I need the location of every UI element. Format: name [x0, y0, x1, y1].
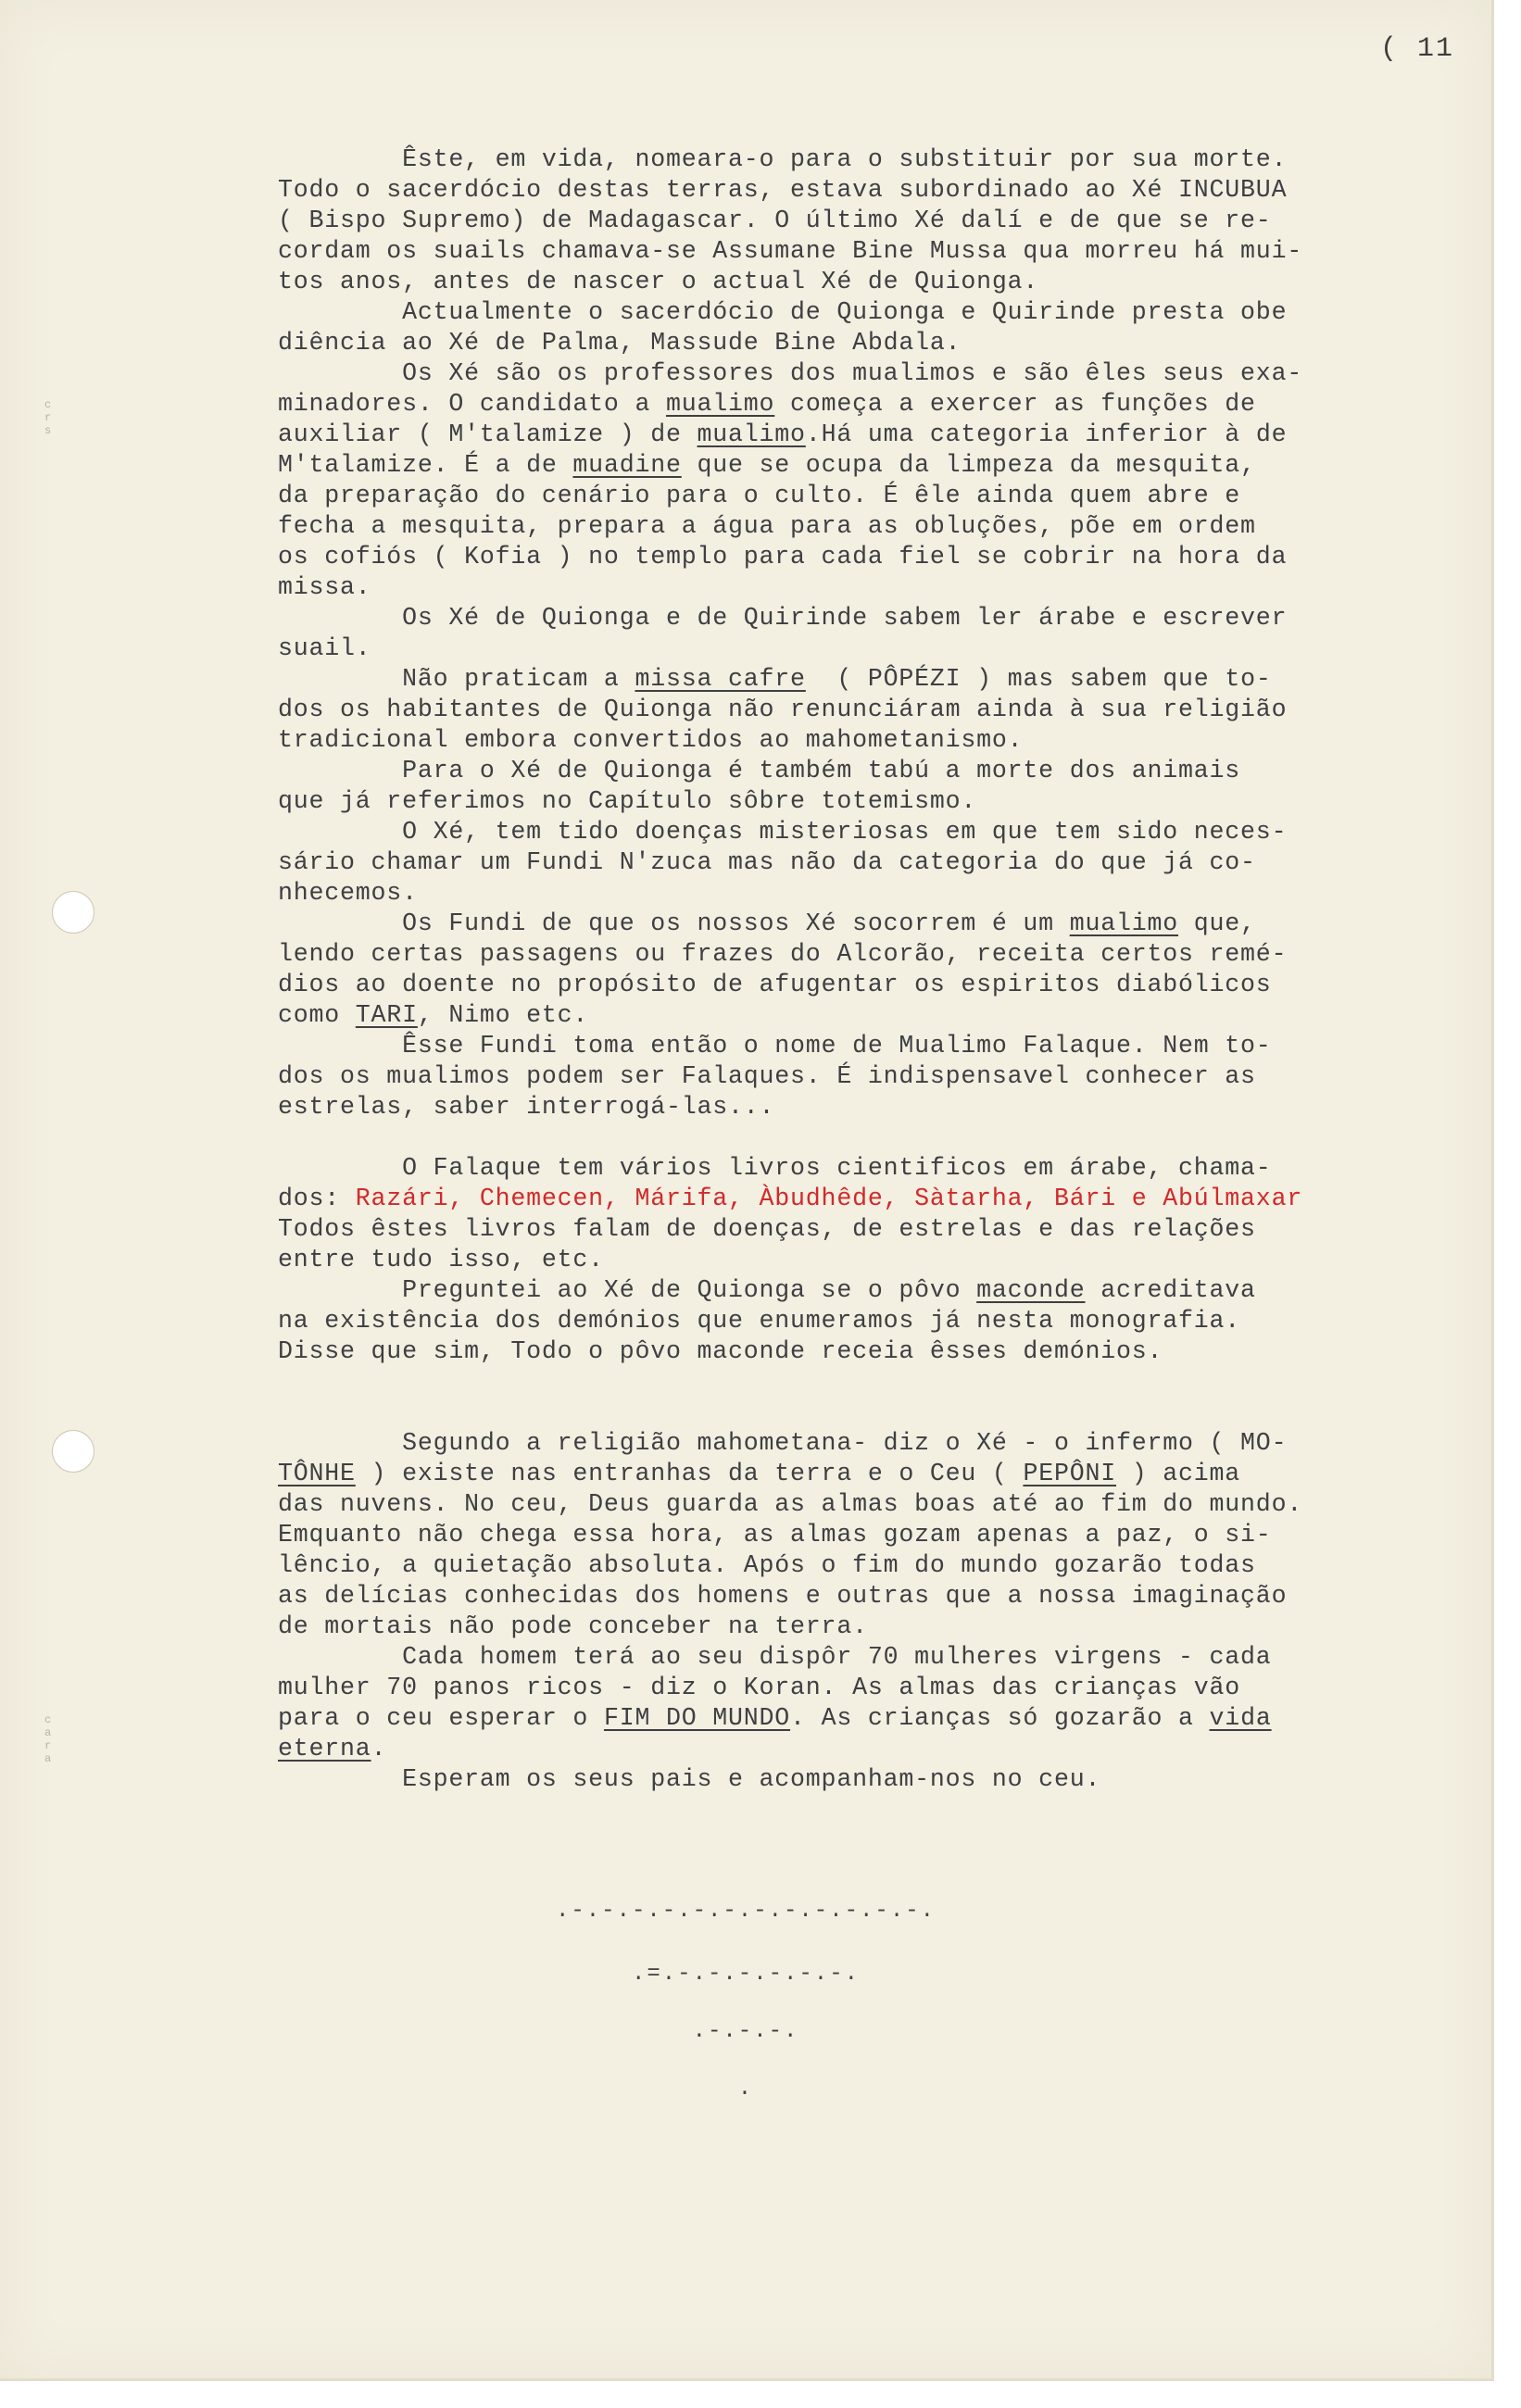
text-segment: Êste, em vida, nomeara-o para o substituir por sua morte.: [278, 145, 1288, 173]
text-segment: Os Xé são os professores dos mualimos e são êles seus exa-: [278, 359, 1303, 387]
punch-hole: [52, 891, 94, 934]
punch-hole: [52, 1430, 94, 1473]
text-segment: que,: [1178, 909, 1256, 937]
text-line: [278, 1673, 1491, 1703]
text-segment: mulher 70 panos ricos - diz o Koran. As almas das crianças vão: [278, 1674, 1241, 1701]
text-line: [278, 328, 1491, 358]
text-segment: dos os habitantes de Quionga não renunciáram ainda à sua religião: [278, 696, 1288, 723]
separator-line: .-.-.-.: [692, 2019, 799, 2044]
text-segment: dos:: [278, 1185, 356, 1212]
underlined-term: PEPÔNI: [1023, 1460, 1116, 1487]
text-segment: fecha a mesquita, prepara a água para as obluções, põe em ordem: [278, 512, 1256, 540]
red-text-segment: Razári, Chemecen, Márifa, Àbudhêde, Sàtarha, Bári e Abúlmaxar: [355, 1185, 1303, 1212]
separator-line: .-.-.-.-.-.-.-.-.-.-.-.-.: [555, 1899, 936, 1924]
text-line: [278, 511, 1491, 542]
underlined-term: FIM DO MUNDO: [603, 1704, 791, 1732]
text-line: [278, 572, 1491, 603]
text-segment: O Falaque tem vários livros cientificos em árabe, chama-: [278, 1154, 1272, 1182]
text-segment: Todo o sacerdócio destas terras, estava subordinado ao Xé INCUBUA: [278, 176, 1288, 204]
page-number: ( 11: [1380, 33, 1455, 65]
text-line: [278, 1153, 1491, 1184]
text-line: [278, 1031, 1491, 1061]
text-segment: Êsse Fundi toma então o nome de Mualimo Falaque. Nem to-: [278, 1032, 1272, 1060]
text-segment: . As crianças só gozarão a: [790, 1704, 1210, 1732]
text-segment: das nuvens. No ceu, Deus guarda as almas boas até ao fim do mundo.: [278, 1490, 1303, 1518]
margin-mark: c a r a: [44, 1713, 52, 1765]
underlined-term: vida: [1209, 1704, 1272, 1732]
text-segment: Os Xé de Quionga e de Quirinde sabem ler árabe e escrever: [278, 604, 1288, 632]
text-line: [278, 1245, 1491, 1275]
text-segment: , Nimo etc.: [417, 1001, 589, 1029]
text-line: [278, 695, 1491, 725]
text-line: [278, 1642, 1491, 1673]
text-segment: M'talamize. É a de: [278, 451, 573, 479]
separator-line: .: [737, 2076, 754, 2101]
text-segment: O Xé, tem tido doenças misteriosas em que tem sido neces-: [278, 818, 1288, 846]
text-segment: na existência dos demónios que enumeramos já nesta monografia.: [278, 1307, 1241, 1335]
underlined-term: TARI: [355, 1001, 418, 1029]
text-line: [278, 1612, 1491, 1642]
text-segment: Os Fundi de que os nossos Xé socorrem é um: [278, 909, 1070, 937]
text-line: [278, 420, 1491, 450]
text-segment: Segundo a religião mahometana- diz o Xé - o infermo ( MO-: [278, 1429, 1288, 1457]
text-line: [278, 389, 1491, 420]
text-line: [278, 1703, 1491, 1734]
text-segment: as delícias conhecidas dos homens e outras que a nossa imaginação: [278, 1582, 1288, 1610]
text-segment: ) acima: [1116, 1460, 1241, 1487]
text-line: [278, 603, 1491, 633]
text-segment: entre tudo isso, etc.: [278, 1246, 604, 1273]
text-line: [278, 144, 1491, 175]
text-segment: cordam os suails chamava-se Assumane Bine Mussa qua morreu há mui-: [278, 237, 1303, 265]
text-line: [278, 358, 1491, 389]
text-line: [278, 1428, 1491, 1459]
text-segment: como: [278, 1001, 356, 1029]
text-line: [278, 1092, 1491, 1122]
text-segment: nhecemos.: [278, 879, 418, 907]
text-segment: Preguntei ao Xé de Quionga se o pôvo: [278, 1276, 977, 1304]
text-segment: da preparação do cenário para o culto. É êle ainda quem abre e: [278, 482, 1241, 509]
text-line: [278, 1581, 1491, 1612]
text-line: [278, 1336, 1491, 1367]
text-line: [278, 1764, 1491, 1795]
text-line: [278, 1214, 1491, 1245]
text-line: [278, 1061, 1491, 1092]
text-segment: começa a exercer as funções de: [774, 390, 1256, 418]
text-segment: Esperam os seus pais e acompanham-nos no ceu.: [278, 1765, 1101, 1793]
underlined-term: mualimo: [1069, 909, 1179, 937]
text-segment: diência ao Xé de Palma, Massude Bine Abdala.: [278, 329, 962, 357]
text-line: [278, 970, 1491, 1000]
text-line: [278, 1459, 1491, 1489]
text-segment: sário chamar um Fundi N'zuca mas não da categoria do que já co-: [278, 848, 1256, 876]
text-segment: estrelas, saber interrogá-las...: [278, 1093, 775, 1121]
underlined-term: muadine: [572, 451, 682, 479]
text-line: [278, 267, 1491, 297]
text-segment: missa.: [278, 573, 371, 601]
text-line: [278, 756, 1491, 786]
text-segment: ( Bispo Supremo) de Madagascar. O último Xé dalí e de que se re-: [278, 207, 1272, 234]
text-segment: lêncio, a quietação absoluta. Após o fim do mundo gozarão todas: [278, 1551, 1256, 1579]
text-line: [278, 817, 1491, 847]
text-line: [278, 909, 1491, 939]
text-line: [278, 725, 1491, 756]
text-segment: Todos êstes livros falam de doenças, de estrelas e das relações: [278, 1215, 1256, 1243]
text-line: [278, 664, 1491, 695]
text-segment: .Há uma categoria inferior à de: [805, 420, 1288, 448]
text-line: [278, 1489, 1491, 1520]
text-line: [278, 175, 1491, 206]
text-line: [278, 633, 1491, 664]
text-line: [278, 1550, 1491, 1581]
text-segment: Cada homem terá ao seu dispôr 70 mulheres virgens - cada: [278, 1643, 1272, 1671]
text-segment: .: [371, 1735, 387, 1762]
text-line: [278, 1520, 1491, 1550]
text-segment: que já referimos no Capítulo sôbre totemismo.: [278, 787, 977, 815]
text-segment: de mortais não pode conceber na terra.: [278, 1612, 868, 1640]
text-line: [278, 297, 1491, 328]
text-segment: que se ocupa da limpeza da mesquita,: [681, 451, 1256, 479]
text-segment: tradicional embora convertidos ao mahometanismo.: [278, 726, 1024, 754]
underlined-term: missa cafre: [635, 665, 806, 693]
text-segment: minadores. O candidato a: [278, 390, 666, 418]
text-line: [278, 542, 1491, 572]
text-line: [278, 481, 1491, 511]
underlined-term: mualimo: [697, 420, 806, 448]
text-segment: Para o Xé de Quionga é também tabú a morte dos animais: [278, 757, 1241, 784]
text-line: [278, 786, 1491, 817]
text-line: [278, 1734, 1491, 1764]
text-segment: Emquanto não chega essa hora, as almas gozam apenas a paz, o si-: [278, 1521, 1272, 1549]
separator-line: .=.-.-.-.-.-.-.: [631, 1962, 861, 1987]
text-line: [278, 847, 1491, 878]
text-line: [278, 1000, 1491, 1031]
text-segment: dios ao doente no propósito de afugentar os espiritos diabólicos: [278, 971, 1272, 998]
text-line: [278, 1184, 1491, 1214]
text-segment: lendo certas passagens ou frazes do Alcorão, receita certos remé-: [278, 940, 1288, 968]
margin-mark: c r s: [44, 398, 52, 437]
text-segment: acreditava: [1085, 1276, 1256, 1304]
text-line: [278, 878, 1491, 909]
text-segment: suail.: [278, 634, 371, 662]
underlined-term: mualimo: [665, 390, 775, 418]
text-line: [278, 939, 1491, 970]
text-segment: Não praticam a: [278, 665, 635, 693]
underlined-term: maconde: [976, 1276, 1086, 1304]
text-segment: auxiliar ( M'talamize ) de: [278, 420, 698, 448]
text-segment: ) existe nas entranhas da terra e o Ceu (: [355, 1460, 1024, 1487]
text-segment: Actualmente o sacerdócio de Quionga e Quirinde presta obe: [278, 298, 1288, 326]
text-segment: tos anos, antes de nascer o actual Xé de Quionga.: [278, 268, 1039, 295]
text-line: [278, 206, 1491, 236]
text-segment: ( PÔPÉZI ) mas sabem que to-: [805, 665, 1272, 693]
text-line: [278, 1306, 1491, 1336]
text-segment: os cofiós ( Kofia ) no templo para cada fiel se cobrir na hora da: [278, 543, 1288, 571]
text-line: [278, 450, 1491, 481]
text-segment: Disse que sim, Todo o pôvo maconde receia êsses demónios.: [278, 1337, 1163, 1365]
underlined-term: eterna: [278, 1735, 371, 1762]
text-line: [278, 1275, 1491, 1306]
text-segment: dos os mualimos podem ser Falaques. É indispensavel conhecer as: [278, 1062, 1256, 1090]
text-segment: para o ceu esperar o: [278, 1704, 604, 1732]
text-line: [278, 236, 1491, 267]
underlined-term: TÔNHE: [278, 1460, 356, 1487]
